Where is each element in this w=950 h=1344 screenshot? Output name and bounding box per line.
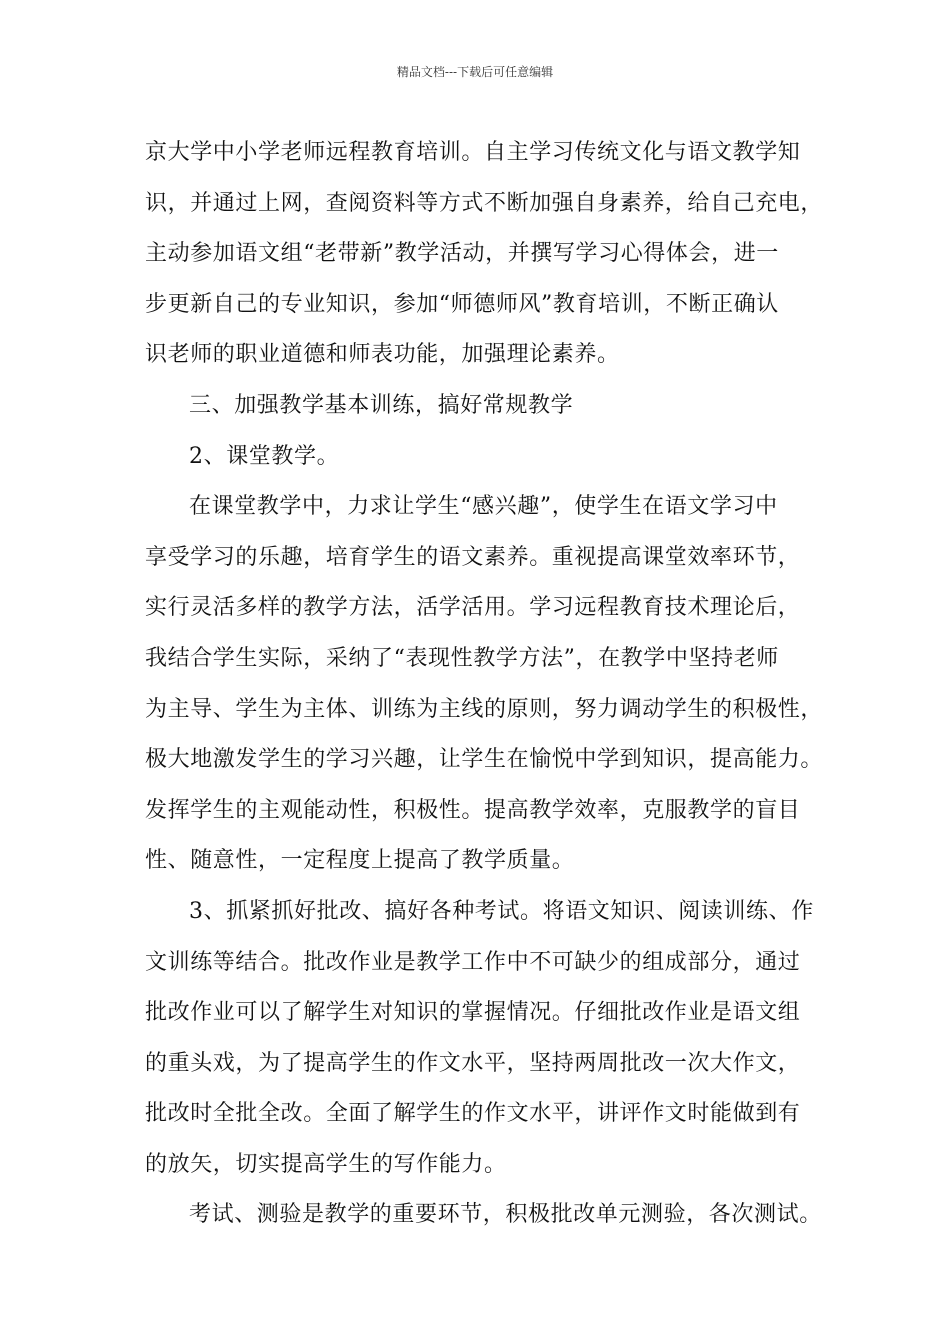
paragraph-line: 极大地激发学生的学习兴趣，让学生在愉悦中学到知识，提高能力。 [145, 747, 824, 773]
paragraph-line: 识，并通过上网，查阅资料等方式不断加强自身素养，给自己充电， [145, 190, 824, 216]
paragraph-line: 在课堂教学中，力求让学生“感兴趣”，使学生在语文学习中 [189, 494, 778, 520]
paragraph-line: 识老师的职业道德和师表功能，加强理论素养。 [145, 342, 620, 368]
paragraph-line: 我结合学生实际，采纳了“表现性教学方法”，在教学中坚持老师 [145, 645, 779, 671]
paragraph-line: 批改作业可以了解学生对知识的掌握情况。仔细批改作业是语文组 [145, 1000, 801, 1026]
document-body [145, 128, 835, 1241]
paragraph-line: 实行灵活多样的教学方法，活学活用。学习远程教育技术理论后， [145, 595, 801, 621]
paragraph-line: 享受学习的乐趣，培育学生的语文素养。重视提高课堂效率环节， [145, 544, 801, 570]
subsection-heading: 2、课堂教学。 [189, 443, 340, 469]
paragraph-line: 的放矢，切实提高学生的写作能力。 [145, 1151, 507, 1177]
paragraph-line: 考试、测验是教学的重要环节，积极批改单元测验，各次测试。 [189, 1202, 822, 1228]
paragraph-line: 的重头戏，为了提高学生的作文水平，坚持两周批改一次大作文， [145, 1050, 801, 1076]
paragraph-line: 为主导、学生为主体、训练为主线的原则，努力调动学生的积极性， [145, 696, 824, 722]
paragraph-line: 主动参加语文组“老带新”教学活动，并撰写学习心得体会，进一 [145, 241, 779, 267]
paragraph-line: 步更新自己的专业知识，参加“师德师风”教育培训，不断正确认 [145, 291, 779, 317]
section-heading: 三、加强教学基本训练，搞好常规教学 [189, 392, 574, 418]
paragraph-line: 批改时全批全改。全面了解学生的作文水平，讲评作文时能做到有 [145, 1101, 801, 1127]
page-header: 精品文档---下载后可任意编辑 [396, 65, 554, 79]
paragraph-line: 性、随意性，一定程度上提高了教学质量。 [145, 848, 575, 874]
paragraph-line: 京大学中小学老师远程教育培训。自主学习传统文化与语文教学知 [145, 140, 801, 165]
paragraph-line: 文训练等结合。批改作业是教学工作中不可缺少的组成部分，通过 [145, 949, 801, 975]
paragraph-line: 3、抓紧抓好批改、搞好各种考试。将语文知识、阅读训练、作 [189, 898, 814, 924]
paragraph-line: 发挥学生的主观能动性，积极性。提高教学效率，克服教学的盲目 [145, 797, 801, 823]
